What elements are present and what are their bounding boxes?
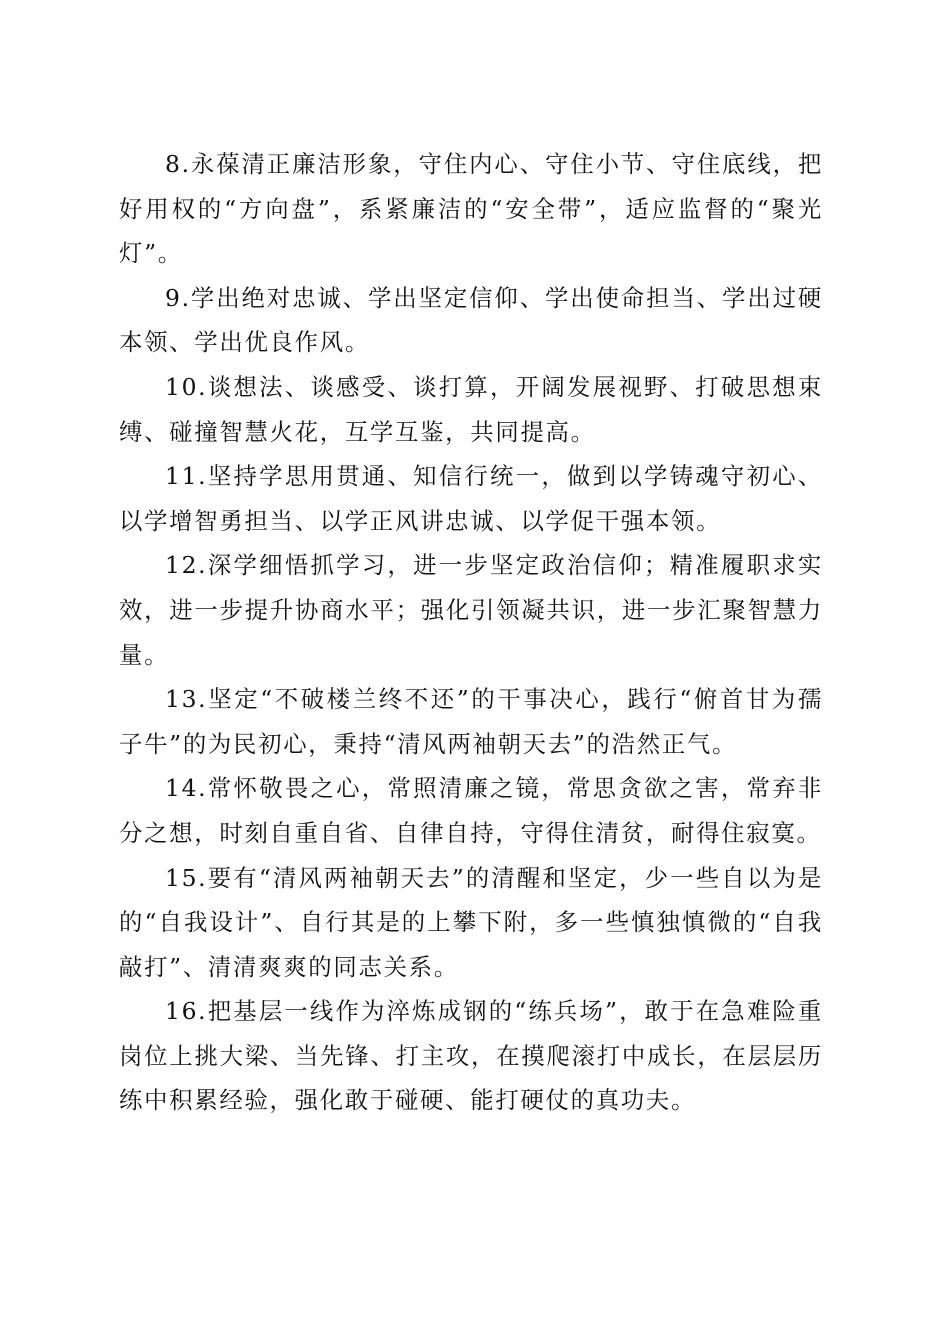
paragraph-9: 9.学出绝对忠诚、学出坚定信仰、学出使命担当、学出过硬本领、学出优良作风。 (119, 283, 823, 357)
document-body (119, 142, 823, 1123)
paragraph-13: 13.坚定“不破楼兰终不还”的干事决心，践行“俯首甘为孺子牛”的为民初心，秉持“清风两袖朝天去”的浩然正气。 (119, 685, 823, 758)
paragraph-8: 8.永葆清正廉洁形象，守住内心、守住小节、守住底线，把好用权的“方向盘”，系紧廉洁的“安全带”，适应监督的“聚光灯”。 (119, 150, 823, 268)
paragraph-14: 14.常怀敬畏之心，常照清廉之镜，常思贪欲之害，常弃非分之想，时刻自重自省、自律自持，守得住清贫，耐得住寂寞。 (119, 774, 823, 847)
paragraph-16: 16.把基层一线作为淬炼成钢的“练兵场”，敢于在急难险重岗位上挑大梁、当先锋、打主攻，在摸爬滚打中成长，在层层历练中积累经验，强化敢于碰硬、能打硬仗的真功夫。 (119, 997, 823, 1115)
paragraph-10: 10.谈想法、谈感受、谈打算，开阔发展视野、打破思想束缚、碰撞智慧火花，互学互鉴，共同提高。 (119, 372, 823, 446)
paragraph-12: 12.深学细悟抓学习，进一步坚定政治信仰；精准履职求实效，进一步提升协商水平；强化引领凝共识，进一步汇聚智慧力量。 (119, 551, 823, 669)
paragraph-15: 15.要有“清风两袖朝天去”的清醒和坚定，少一些自以为是的“自我设计”、自行其是的上攀下附，多一些慎独慎微的“自我敲打”、清清爽爽的同志关系。 (119, 863, 823, 981)
paragraph-11: 11.坚持学思用贯通、知信行统一，做到以学铸魂守初心、以学增智勇担当、以学正风讲忠诚、以学促干强本领。 (119, 462, 823, 535)
